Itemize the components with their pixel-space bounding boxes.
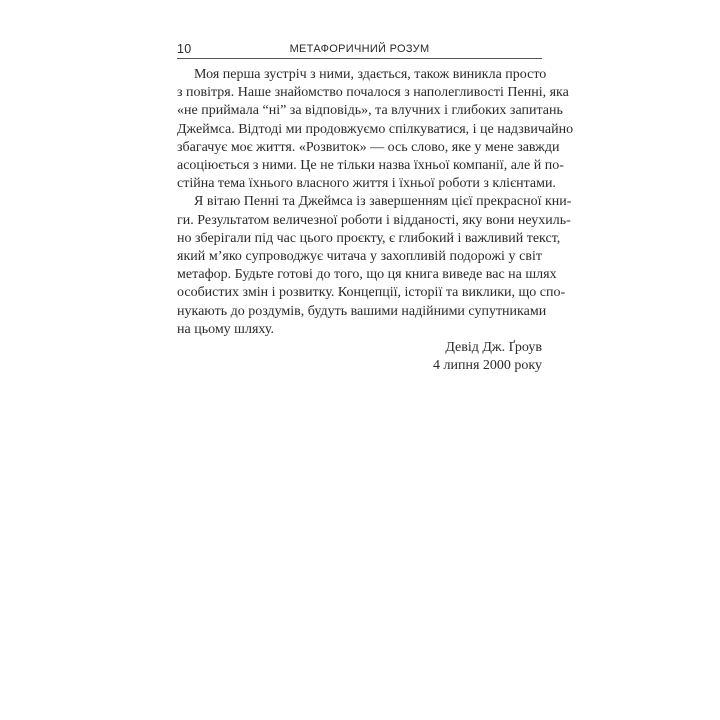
paragraph-2 [177, 193, 572, 339]
page-number: 10 [177, 42, 192, 56]
text-line: який м’яко супроводжує читача у захопливій подорожі у світ [177, 249, 542, 265]
text-line: з повітря. Наше знайомство почалося з наполегливості Пенні, яка [177, 85, 569, 101]
paragraph-1 [177, 66, 574, 193]
text-line: на цьому шляху. [177, 321, 274, 337]
text-line: Моя перша зустріч з ними, здається, також виникла просто [194, 67, 547, 82]
body-text [177, 66, 574, 375]
signature [177, 339, 542, 375]
running-head [177, 38, 542, 59]
text-line: асоціюється з ними. Це не тільки назва їхньої компанії, але й по- [177, 158, 564, 174]
text-line: Я вітаю Пенні та Джеймса із завершенням цієї прекрасної кни- [194, 194, 572, 210]
text-line: метафор. Будьте готові до того, що ця книга виведе вас на шлях [177, 267, 557, 283]
text-line: нукають до роздумів, будуть вашими надійними супутниками [177, 303, 547, 319]
running-title: МЕТАФОРИЧНИЙ РОЗУМ [289, 43, 430, 55]
signature-author: Девід Дж. Ґроув [445, 340, 542, 356]
text-line: Джеймса. Відтоді ми продовжуємо спілкуватися, і це надзвичайно [177, 121, 574, 137]
text-line: ги. Результатом величезної роботи і відданості, яку вони неухиль- [177, 212, 571, 228]
text-line: стійна тема їхнього власного життя і їхньої роботи з клієнтами. [177, 176, 556, 192]
text-line: особистих змін і розвитку. Концепції, історії та виклики, що спо- [177, 285, 566, 301]
text-line: «не приймала “ні” за відповідь», та влучних і глибоких запитань [177, 103, 563, 119]
signature-date: 4 липня 2000 року [432, 358, 542, 374]
text-line: збагачує моє життя. «Розвиток» — ось слово, яке у мене завжди [177, 139, 560, 155]
text-line: но зберігали під час цього проєкту, є глибокий і важливий текст, [177, 230, 561, 246]
